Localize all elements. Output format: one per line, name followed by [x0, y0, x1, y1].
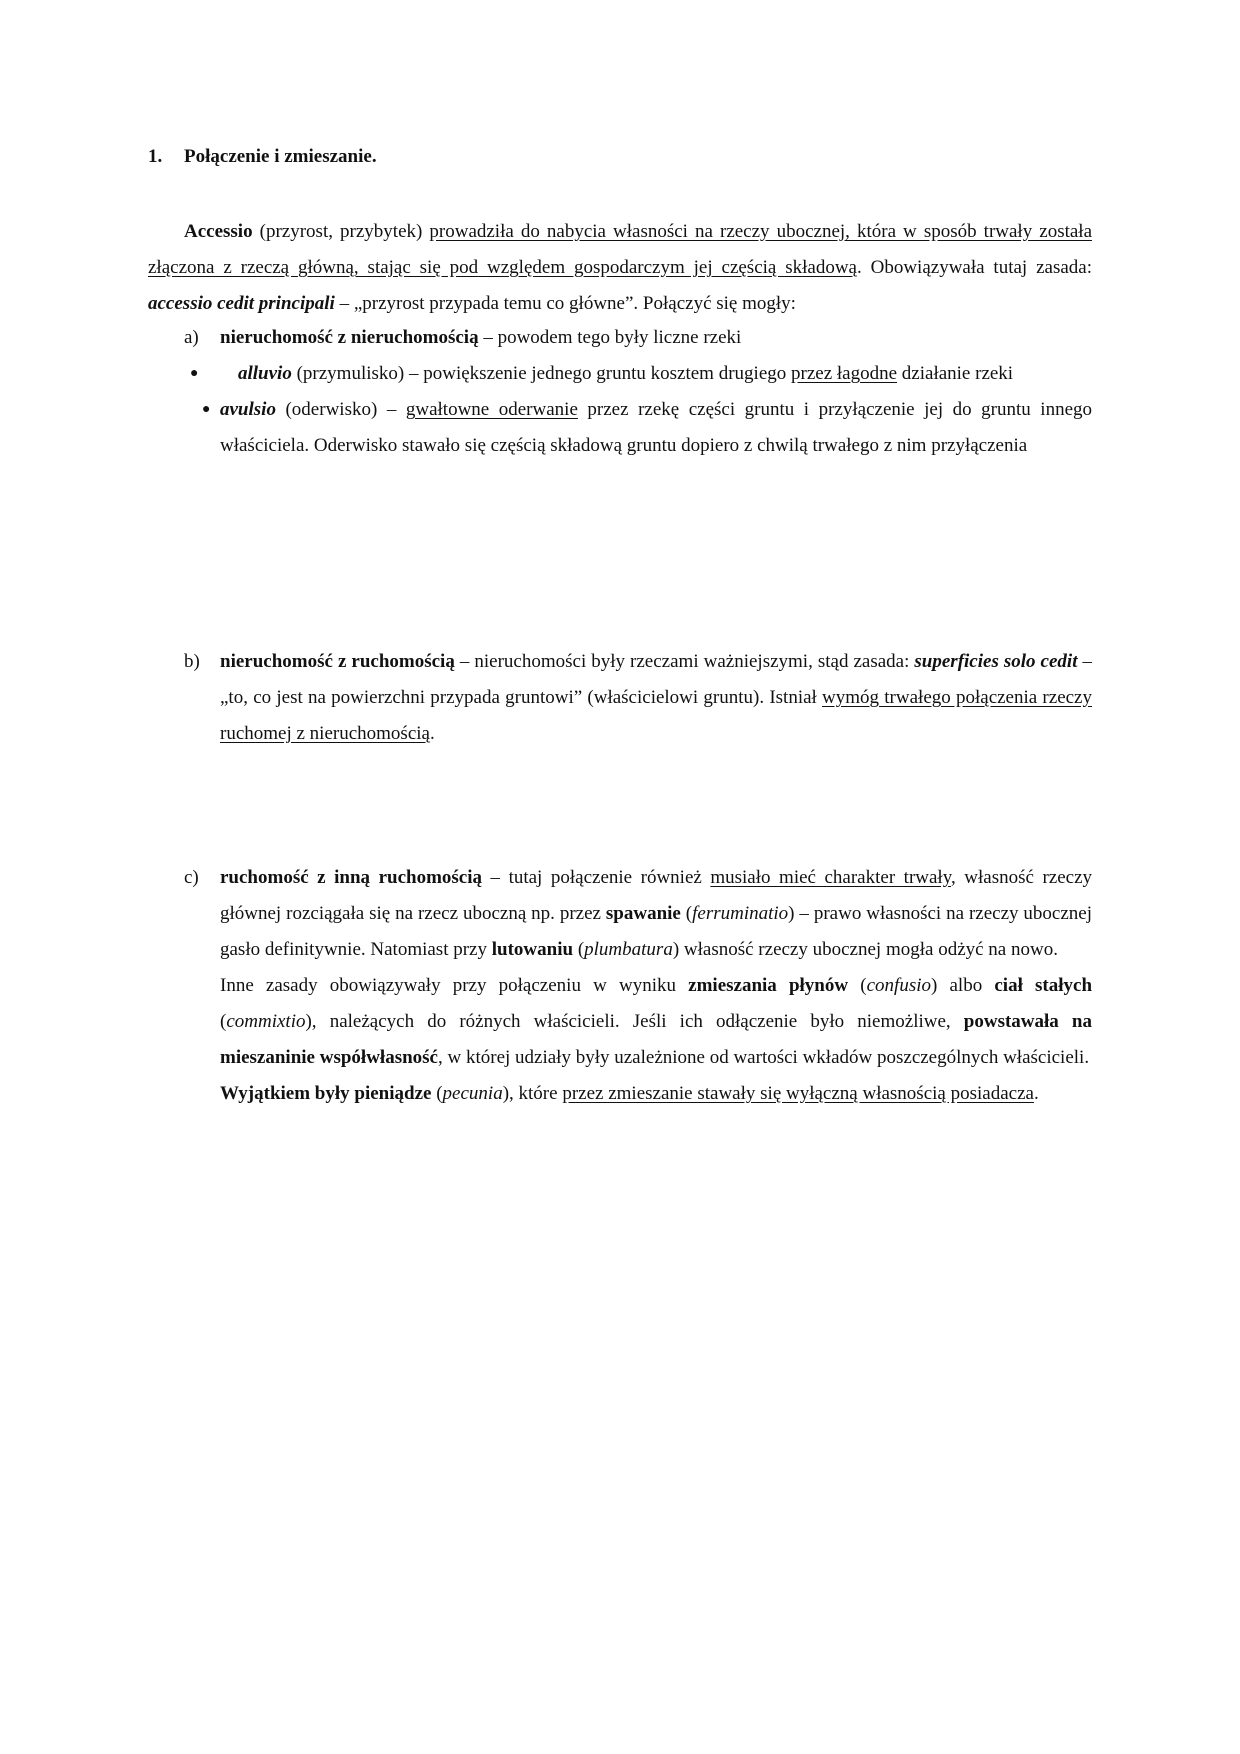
list-marker: b): [184, 651, 200, 672]
bullet-text: [220, 392, 1092, 464]
text-run: (: [680, 903, 693, 924]
text-run: lutowaniu: [491, 939, 574, 960]
text-run: – „to, co jest na powierzchni przypada gruntowi” (właścicielowi gruntu). Istniał: [220, 651, 1093, 708]
text-run: działanie rzeki: [897, 363, 1014, 384]
text-run: – nieruchomości były rzeczami ważniejszymi, stąd zasada:: [454, 651, 915, 672]
text-run: commixtio: [226, 1011, 306, 1032]
text-run: – tutaj połączenie również: [482, 867, 711, 888]
text-run: avulsio: [220, 399, 276, 420]
list-item-a: [148, 320, 1092, 464]
text-run: . Obowiązywała tutaj zasada:: [856, 257, 1092, 278]
text-run: ), które: [502, 1083, 563, 1104]
text-run: Accessio: [184, 221, 253, 242]
text-run: superficies solo cedit: [914, 651, 1078, 672]
list-marker: c): [184, 867, 199, 888]
text-run: ferruminatio: [692, 903, 789, 924]
mixing-paragraph: [220, 968, 1092, 1076]
list-item-text: [220, 644, 1092, 752]
text-run: plumbatura: [584, 939, 673, 960]
bullet-item-avulsio: [202, 392, 1093, 464]
text-run: Inne zasady obowiązywały przy połączeniu w wyniku: [220, 975, 689, 996]
text-run: Wyjątkiem były pieniądze: [220, 1083, 432, 1104]
section-number: 1.: [148, 146, 163, 167]
text-run: przez łagodne: [791, 363, 898, 384]
text-run: (oderwisko) –: [275, 399, 406, 420]
text-run: spawanie: [605, 903, 681, 924]
bullet-icon: ●: [190, 366, 199, 381]
text-run: nieruchomość z ruchomością: [220, 651, 455, 672]
text-run: przez zmieszanie stawały się wyłączną własnością posiadacza: [562, 1083, 1034, 1104]
text-run: powstawała na mieszaninie współwłasność: [220, 1011, 1092, 1068]
text-run: (: [220, 1011, 227, 1032]
text-run: prowadziła do nabycia własności na rzeczy ubocznej, która w sposób trwały została złączona z rzeczą główną, stając się pod względem gospodarczym jej częścią składową: [148, 221, 1093, 278]
text-run: ) – prawo własności na rzeczy ubocznej gasło definitywnie. Natomiast przy: [220, 903, 1092, 960]
text-run: .: [1033, 1083, 1039, 1104]
bullet-text: [220, 356, 1092, 392]
list-item-text: [220, 320, 1092, 356]
text-run: (: [431, 1083, 443, 1104]
text-run: nieruchomość z nieruchomością: [220, 327, 479, 348]
text-run: ) albo: [931, 975, 995, 996]
list-item-c: [148, 860, 1092, 1112]
text-run: alluvio: [238, 363, 292, 384]
text-run: – powodem tego były liczne rzeki: [478, 327, 742, 348]
section-title: Połączenie i zmieszanie.: [184, 146, 377, 167]
list-item-b: [148, 644, 1092, 752]
text-run: (: [573, 939, 585, 960]
text-run: ciał stałych: [994, 975, 1093, 996]
intro-paragraph: [148, 214, 1092, 322]
text-run: pecunia: [442, 1083, 503, 1104]
text-run: ), należących do różnych właścicieli. Jeśli ich odłączenie było niemożliwe,: [305, 1011, 964, 1032]
exception-paragraph: [220, 1076, 1092, 1112]
list-item-text: [220, 860, 1092, 968]
text-run: , w której udziały były uzależnione od wartości wkładów poszczególnych właścicieli.: [438, 1047, 1090, 1068]
text-run: ruchomość z inną ruchomością: [220, 867, 483, 888]
text-run: wymóg trwałego połączenia rzeczy ruchomej z nieruchomością: [220, 687, 1092, 744]
text-run: zmieszania płynów: [688, 975, 849, 996]
text-run: – „przyrost przypada temu co główne”. Połączyć się mogły:: [334, 293, 796, 314]
text-run: accessio cedit principali: [148, 293, 335, 314]
section-heading: [148, 146, 377, 168]
text-run: (: [848, 975, 867, 996]
text-run: przez rzekę części gruntu i przyłączenie jej do gruntu innego właściciela. Oderwisko stawało się częścią składową gruntu dopiero z chwilą trwałego z nim przyłączenia: [220, 399, 1093, 456]
text-run: gwałtowne oderwanie: [405, 399, 578, 420]
bullet-item-alluvio: [190, 356, 1092, 392]
text-run: .: [429, 723, 435, 744]
text-run: musiało mieć charakter trwały: [710, 867, 951, 888]
bullet-icon: ●: [202, 402, 211, 417]
list-marker: a): [184, 327, 199, 348]
text-run: (przyrost, przybytek): [252, 221, 430, 242]
text-run: , własność rzeczy głównej rozciągała się na rzecz uboczną np. przez: [220, 867, 1093, 924]
text-run: ) własność rzeczy ubocznej mogła odżyć na nowo.: [672, 939, 1058, 960]
text-run: (przymulisko) – powiększenie jednego gruntu kosztem drugiego: [291, 363, 792, 384]
text-run: confusio: [866, 975, 931, 996]
